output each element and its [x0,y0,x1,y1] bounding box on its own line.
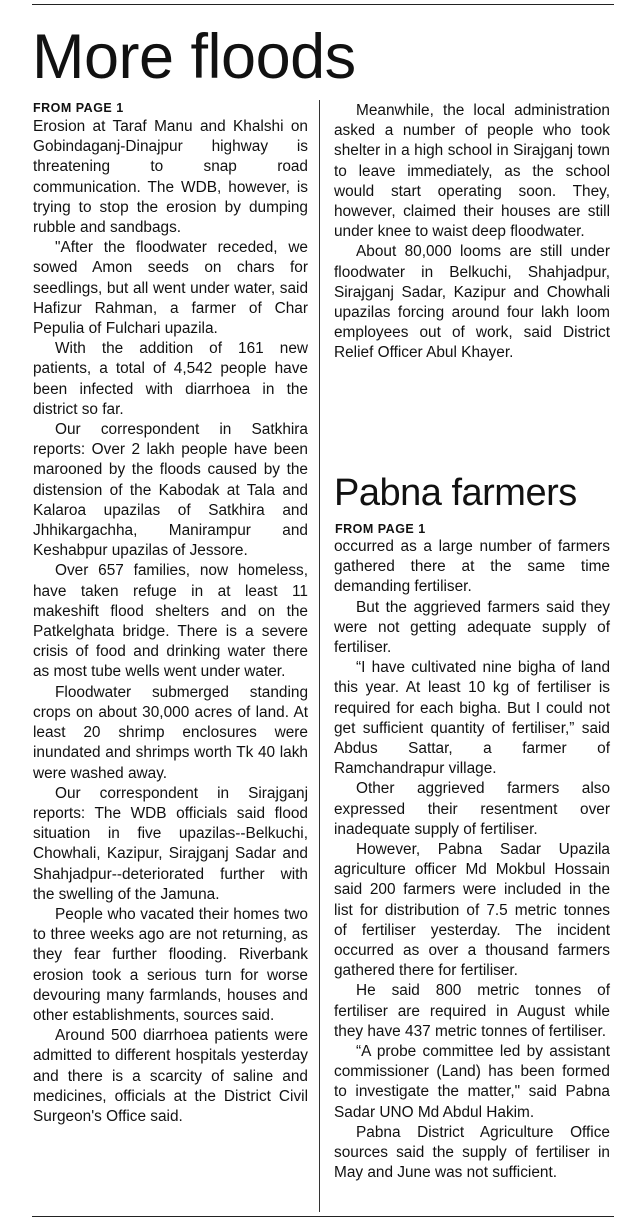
story-kicker-more-floods: FROM PAGE 1 [33,101,124,115]
paragraph: He said 800 metric tonnes of fertiliser are required in August while they have 437 metric tonnes of fertiliser. [334,982,610,1040]
paragraph: Pabna District Agriculture Office sources said the supply of fertiliser in May and June was not sufficient. [334,1123,610,1182]
paragraph: Our correspondent in Sirajganj reports: The WDB officials said flood situation in five upazilas--Belkuchi, Chowhali, Kazipur, Sirajganj Sadar and Shahjadpur--deteriorated further with the swelling of the Jamuna. [33,784,308,903]
paragraph: But the aggrieved farmers said they were not getting adequate supply of fertiliser. [334,598,610,657]
story-headline-more-floods: More floods [32,22,356,92]
paragraph: About 80,000 looms are still under floodwater in Belkuchi, Shahjadpur, Sirajganj Sadar, Kazipur and Chowhali upazilas forcing around four lakh loom employees out of work, said District Relief Officer Abul Khayer. [334,243,610,362]
paragraph: Erosion at Taraf Manu and Khalshi on Gobindaganj-Dinajpur highway is threatening to snap road communication. The WDB, however, is trying to stop the erosion by dumping rubble and sandbags. [33,118,308,237]
paragraph: However, Pabna Sadar Upazila agriculture officer Md Mokbul Hossain said 200 farmers were included in the list for distribution of 7.5 metric tonnes of fertiliser yesterday. The incident occurred as over a thousand farmers gathered there for fertiliser. [334,841,610,980]
story-kicker-pabna-farmers: FROM PAGE 1 [335,522,426,536]
paragraph: “A probe committee led by assistant commissioner (Land) has been formed to investigate the matter," said Pabna Sadar UNO Md Abdul Hakim. [334,1043,610,1121]
paragraph: Around 500 diarrhoea patients were admitted to different hospitals yesterday and there is a scarcity of saline and medicines, officials at the District Civil Surgeon's Office said. [33,1027,308,1125]
paragraph: With the addition of 161 new patients, a total of 4,542 people have been infected with diarrhoea in the district so far. [33,340,308,418]
paragraph: Floodwater submerged standing crops on about 30,000 acres of land. At least 20 shrimp enclosures were inundated and shrimps worth Tk 40 lakh were washed away. [33,683,308,782]
paragraph: Other aggrieved farmers also expressed their resentment over inadequate supply of fertiliser. [334,780,610,838]
story-more-floods-column-1 [33,117,308,1127]
top-rule [32,4,614,5]
paragraph: occurred as a large number of farmers gathered there at the same time demanding fertiliser. [334,538,610,596]
column-divider [319,100,320,1212]
paragraph: "After the floodwater receded, we sowed Amon seeds on chars for seedlings, but all went under water, said Hafizur Rahman, a farmer of Char Pepulia of Fulchari upazila. [33,239,308,338]
paragraph: “I have cultivated nine bigha of land this year. At least 10 kg of fertiliser is required for each bigha. But I could not get sufficient quantity of fertiliser,” said Abdus Sattar, a farmer of Ramchandrapur village. [334,659,610,778]
bottom-rule [32,1216,614,1217]
story-headline-pabna-farmers: Pabna farmers [334,472,577,514]
paragraph: Over 657 families, now homeless, have taken refuge in at least 11 makeshift flood shelters and on the Patkelghata bridge. There is a severe crisis of food and drinking water there as most tube wells went under water. [33,562,308,681]
paragraph: Our correspondent in Satkhira reports: Over 2 lakh people have been marooned by the floods caused by the distension of the Kabodak at Tala and Kalaroa upazilas of Satkhira and Jhhikargachha, Manirampur and Keshabpur upazilas of Jessore. [33,421,308,560]
story-more-floods-column-2 [334,101,610,364]
paragraph: Meanwhile, the local administration asked a number of people who took shelter in a high school in Sirajganj town to leave immediately, as the school would start operating soon. They, however, claimed their houses are still under knee to waist deep floodwater. [334,102,610,241]
paragraph: People who vacated their homes two to three weeks ago are not returning, as they fear further flooding. Riverbank erosion took a serious turn for worse devouring many farmlands, houses and other establishments, sources said. [33,905,308,1024]
story-pabna-farmers-column [334,537,610,1184]
